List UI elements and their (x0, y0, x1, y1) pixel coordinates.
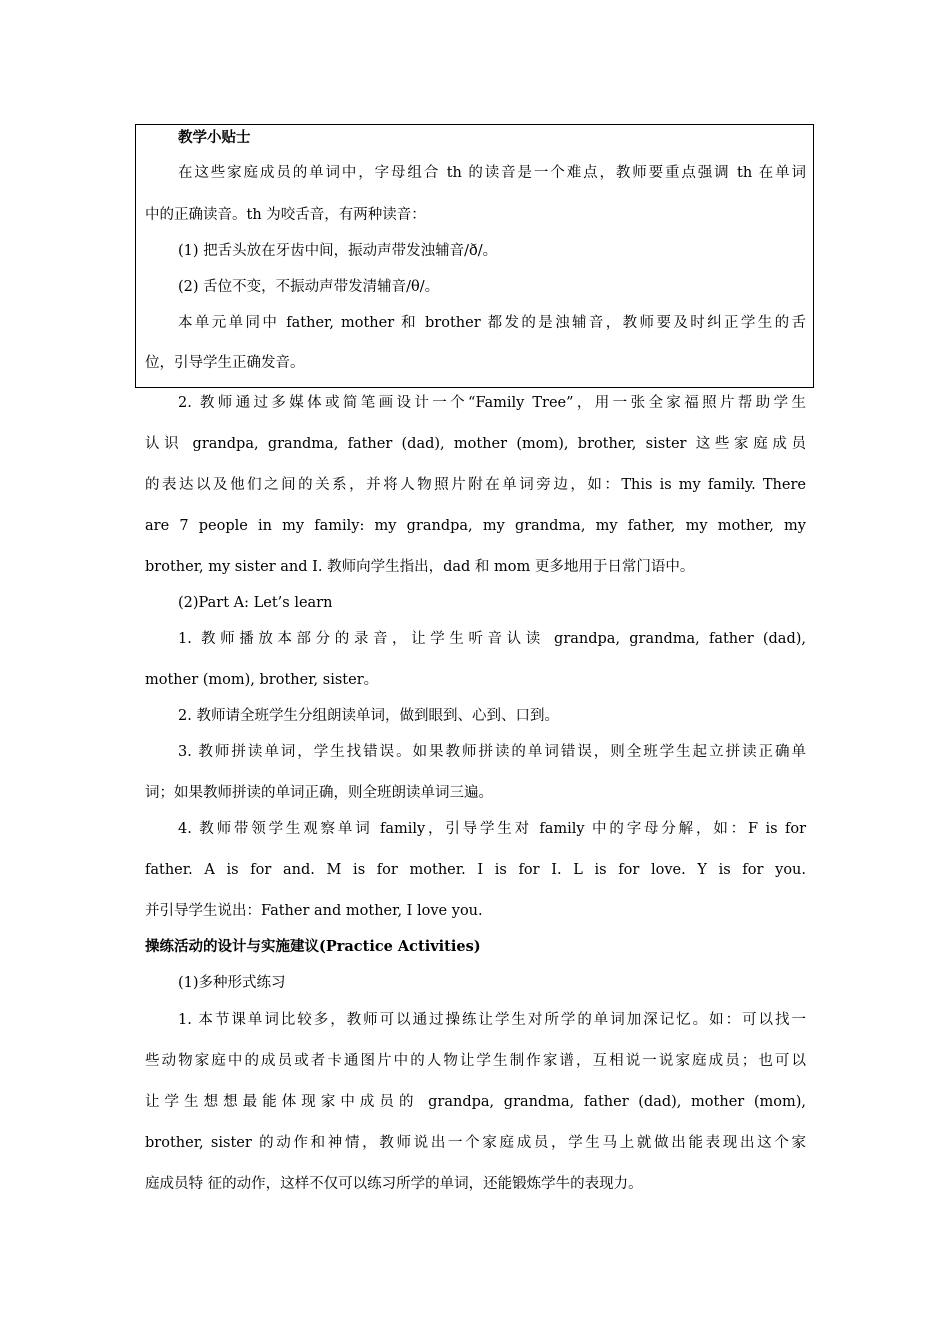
part-a-step-4-line-3: 并引导学生说出：Father and mother, I love you. (145, 903, 483, 919)
practice-step-1-line-2: 些动物家庭中的成员或者卡通图片中的人物让学生制作家谱，互相说一说家庭成员；也可以 (145, 1053, 806, 1069)
step-2-line-5: brother, my sister and I. 教师向学生指出，dad 和 mom 更多地用于日常门语中。 (145, 559, 695, 575)
part-a-step-4-line-1: 4. 教师带领学生观察单词 family，引导学生对 family 中的字母分解，如：F is for (178, 821, 806, 837)
tip-paragraph-2-line-1: 本单元单同中 father, mother 和 brother 都发的是浊辅音，教师要及时纠正学生的舌 (178, 315, 806, 331)
part-a-step-4-line-2: father. A is for and. M is for mother. I is for I. L is for love. Y is for you. (145, 862, 806, 878)
part-a-step-2: 2. 教师请全班学生分组朗读单词，做到眼到、心到、口到。 (178, 708, 559, 724)
step-2-line-2: 认识 grandpa, grandma, father (dad), mother (mom), brother, sister 这些家庭成员 (145, 436, 806, 452)
tip-title: 教学小贴士 (178, 129, 251, 146)
step-2-line-3: 的表达以及他们之间的关系，并将人物照片附在单词旁边，如：This is my family. There (145, 477, 806, 493)
practice-step-1-line-4: brother, sister 的动作和神情，教师说出一个家庭成员，学生马上就做出能表现出这个家 (145, 1135, 806, 1151)
part-a-step-1-line-2: mother (mom), brother, sister。 (145, 672, 379, 688)
part-a-step-1-line-1: 1. 教师播放本部分的录音，让学生听音认读 grandpa, grandma, father (dad), (178, 631, 806, 647)
practice-step-1-line-1: 1. 本节课单词比较多，教师可以通过操练让学生对所学的单词加深记忆。如：可以找一 (178, 1012, 806, 1028)
practice-activities-heading: 操练活动的设计与实施建议(Practice Activities) (145, 938, 481, 955)
tip-paragraph-1-line-1: 在这些家庭成员的单词中，字母组合 th 的读音是一个难点，教师要重点强调 th 在单词 (178, 165, 806, 181)
tip-paragraph-2-line-2: 位，引导学生正确发音。 (145, 355, 305, 371)
tip-item-2: (2) 舌位不变，不振动声带发清辅音/θ/。 (178, 279, 440, 295)
tip-item-1: (1) 把舌头放在牙齿中间，振动声带发浊辅音/ð/。 (178, 243, 498, 259)
part-a-step-3-line-1: 3. 教师拼读单词，学生找错误。如果教师拼读的单词错误，则全班学生起立拼读正确单 (178, 744, 806, 760)
practice-subheading: (1)多种形式练习 (178, 975, 286, 991)
step-2-line-1: 2. 教师通过多媒体或简笔画设计一个“Family Tree”，用一张全家福照片帮助学生 (178, 395, 806, 411)
practice-step-1-line-5: 庭成员特 征的动作，这样不仅可以练习所学的单词，还能锻炼学牛的表现力。 (145, 1176, 643, 1192)
part-a-heading: (2)Part A: Let’s learn (178, 595, 333, 611)
tip-paragraph-1-line-2: 中的正确读音。th 为咬舌音，有两种读音： (145, 207, 426, 223)
part-a-step-3-line-2: 词；如果教师拼读的单词正确，则全班朗读单词三遍。 (145, 785, 493, 801)
practice-step-1-line-3: 让学生想想最能体现家中成员的 grandpa, grandma, father (dad), mother (mom), (145, 1094, 806, 1110)
step-2-line-4: are 7 people in my family: my grandpa, my grandma, my father, my mother, my (145, 518, 806, 534)
